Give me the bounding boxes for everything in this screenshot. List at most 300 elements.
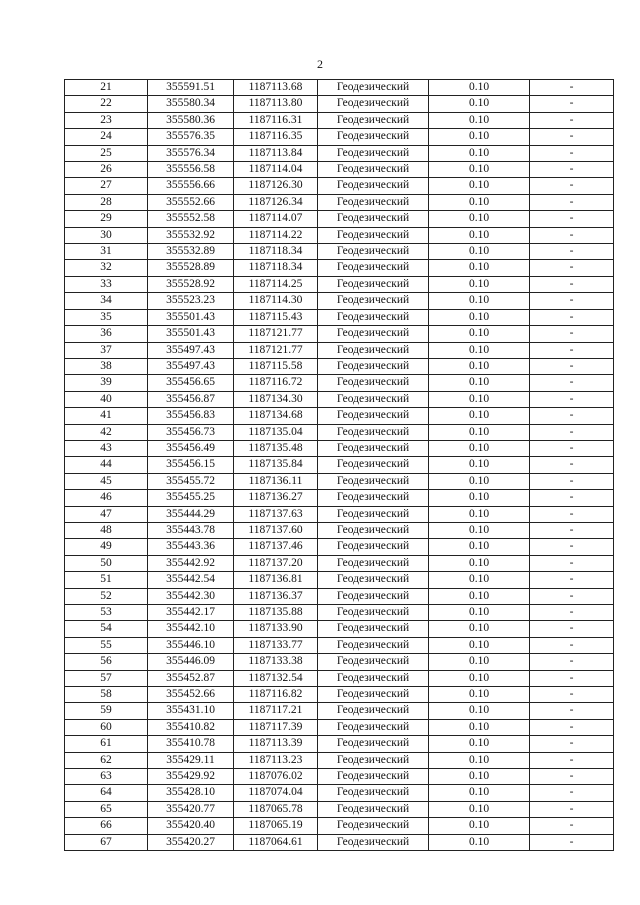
note-cell: - (530, 293, 614, 309)
y-coordinate-cell: 1187135.48 (234, 440, 318, 456)
table-row (65, 752, 614, 768)
coordinates-table (64, 79, 614, 851)
method-cell: Геодезический (318, 293, 429, 309)
note-cell: - (530, 375, 614, 391)
x-coordinate-cell: 355442.30 (148, 588, 234, 604)
x-coordinate-cell: 355532.89 (148, 244, 234, 260)
note-cell: - (530, 654, 614, 670)
y-coordinate-cell: 1187136.37 (234, 588, 318, 604)
point-number-cell: 57 (65, 670, 148, 686)
y-coordinate-cell: 1187114.25 (234, 276, 318, 292)
y-coordinate-cell: 1187137.60 (234, 522, 318, 538)
note-cell: - (530, 687, 614, 703)
point-number-cell: 58 (65, 687, 148, 703)
x-coordinate-cell: 355410.78 (148, 736, 234, 752)
note-cell: - (530, 605, 614, 621)
x-coordinate-cell: 355456.83 (148, 408, 234, 424)
point-number-cell: 39 (65, 375, 148, 391)
accuracy-cell: 0.10 (429, 752, 530, 768)
y-coordinate-cell: 1187115.43 (234, 309, 318, 325)
method-cell: Геодезический (318, 687, 429, 703)
method-cell: Геодезический (318, 703, 429, 719)
point-number-cell: 28 (65, 194, 148, 210)
table-row (65, 621, 614, 637)
method-cell: Геодезический (318, 752, 429, 768)
table-row (65, 244, 614, 260)
point-number-cell: 46 (65, 490, 148, 506)
note-cell: - (530, 769, 614, 785)
point-number-cell: 51 (65, 572, 148, 588)
table-row (65, 162, 614, 178)
method-cell: Геодезический (318, 391, 429, 407)
table-row (65, 408, 614, 424)
note-cell: - (530, 621, 614, 637)
method-cell: Геодезический (318, 80, 429, 96)
x-coordinate-cell: 355446.09 (148, 654, 234, 670)
point-number-cell: 61 (65, 736, 148, 752)
x-coordinate-cell: 355443.78 (148, 522, 234, 538)
x-coordinate-cell: 355576.34 (148, 145, 234, 161)
accuracy-cell: 0.10 (429, 522, 530, 538)
x-coordinate-cell: 355442.10 (148, 621, 234, 637)
x-coordinate-cell: 355556.66 (148, 178, 234, 194)
x-coordinate-cell: 355456.65 (148, 375, 234, 391)
accuracy-cell: 0.10 (429, 490, 530, 506)
method-cell: Геодезический (318, 522, 429, 538)
point-number-cell: 37 (65, 342, 148, 358)
accuracy-cell: 0.10 (429, 194, 530, 210)
method-cell: Геодезический (318, 276, 429, 292)
note-cell: - (530, 342, 614, 358)
table-row (65, 178, 614, 194)
note-cell: - (530, 211, 614, 227)
point-number-cell: 45 (65, 473, 148, 489)
point-number-cell: 62 (65, 752, 148, 768)
y-coordinate-cell: 1187117.39 (234, 719, 318, 735)
table-row (65, 391, 614, 407)
note-cell: - (530, 112, 614, 128)
x-coordinate-cell: 355428.10 (148, 785, 234, 801)
y-coordinate-cell: 1187114.22 (234, 227, 318, 243)
x-coordinate-cell: 355523.23 (148, 293, 234, 309)
accuracy-cell: 0.10 (429, 440, 530, 456)
method-cell: Геодезический (318, 539, 429, 555)
note-cell: - (530, 244, 614, 260)
note-cell: - (530, 391, 614, 407)
method-cell: Геодезический (318, 572, 429, 588)
y-coordinate-cell: 1187134.30 (234, 391, 318, 407)
point-number-cell: 63 (65, 769, 148, 785)
x-coordinate-cell: 355456.15 (148, 457, 234, 473)
table-row (65, 424, 614, 440)
y-coordinate-cell: 1187135.04 (234, 424, 318, 440)
y-coordinate-cell: 1187065.19 (234, 818, 318, 834)
point-number-cell: 24 (65, 129, 148, 145)
y-coordinate-cell: 1187113.68 (234, 80, 318, 96)
accuracy-cell: 0.10 (429, 687, 530, 703)
x-coordinate-cell: 355591.51 (148, 80, 234, 96)
x-coordinate-cell: 355501.43 (148, 326, 234, 342)
note-cell: - (530, 440, 614, 456)
accuracy-cell: 0.10 (429, 719, 530, 735)
y-coordinate-cell: 1187118.34 (234, 260, 318, 276)
note-cell: - (530, 588, 614, 604)
table-row (65, 473, 614, 489)
coordinates-table-body (65, 80, 614, 851)
point-number-cell: 47 (65, 506, 148, 522)
method-cell: Геодезический (318, 621, 429, 637)
point-number-cell: 35 (65, 309, 148, 325)
point-number-cell: 60 (65, 719, 148, 735)
note-cell: - (530, 129, 614, 145)
y-coordinate-cell: 1187065.78 (234, 801, 318, 817)
method-cell: Геодезический (318, 309, 429, 325)
accuracy-cell: 0.10 (429, 276, 530, 292)
x-coordinate-cell: 355456.87 (148, 391, 234, 407)
table-row (65, 342, 614, 358)
x-coordinate-cell: 355431.10 (148, 703, 234, 719)
point-number-cell: 29 (65, 211, 148, 227)
point-number-cell: 50 (65, 555, 148, 571)
x-coordinate-cell: 355452.87 (148, 670, 234, 686)
table-row (65, 769, 614, 785)
method-cell: Геодезический (318, 719, 429, 735)
x-coordinate-cell: 355580.34 (148, 96, 234, 112)
table-row (65, 539, 614, 555)
accuracy-cell: 0.10 (429, 408, 530, 424)
x-coordinate-cell: 355576.35 (148, 129, 234, 145)
point-number-cell: 38 (65, 358, 148, 374)
note-cell: - (530, 522, 614, 538)
note-cell: - (530, 752, 614, 768)
method-cell: Геодезический (318, 637, 429, 653)
y-coordinate-cell: 1187135.88 (234, 605, 318, 621)
y-coordinate-cell: 1187133.77 (234, 637, 318, 653)
method-cell: Геодезический (318, 769, 429, 785)
y-coordinate-cell: 1187116.72 (234, 375, 318, 391)
y-coordinate-cell: 1187115.58 (234, 358, 318, 374)
note-cell: - (530, 309, 614, 325)
y-coordinate-cell: 1187118.34 (234, 244, 318, 260)
y-coordinate-cell: 1187114.04 (234, 162, 318, 178)
table-row (65, 801, 614, 817)
note-cell: - (530, 194, 614, 210)
accuracy-cell: 0.10 (429, 326, 530, 342)
accuracy-cell: 0.10 (429, 834, 530, 850)
point-number-cell: 42 (65, 424, 148, 440)
note-cell: - (530, 736, 614, 752)
point-number-cell: 25 (65, 145, 148, 161)
table-row (65, 670, 614, 686)
x-coordinate-cell: 355497.43 (148, 358, 234, 374)
method-cell: Геодезический (318, 785, 429, 801)
point-number-cell: 67 (65, 834, 148, 850)
note-cell: - (530, 96, 614, 112)
accuracy-cell: 0.10 (429, 588, 530, 604)
point-number-cell: 33 (65, 276, 148, 292)
y-coordinate-cell: 1187117.21 (234, 703, 318, 719)
x-coordinate-cell: 355501.43 (148, 309, 234, 325)
x-coordinate-cell: 355442.17 (148, 605, 234, 621)
method-cell: Геодезический (318, 506, 429, 522)
accuracy-cell: 0.10 (429, 129, 530, 145)
accuracy-cell: 0.10 (429, 375, 530, 391)
note-cell: - (530, 145, 614, 161)
y-coordinate-cell: 1187121.77 (234, 342, 318, 358)
note-cell: - (530, 260, 614, 276)
point-number-cell: 54 (65, 621, 148, 637)
y-coordinate-cell: 1187126.30 (234, 178, 318, 194)
point-number-cell: 48 (65, 522, 148, 538)
method-cell: Геодезический (318, 605, 429, 621)
method-cell: Геодезический (318, 358, 429, 374)
table-row (65, 96, 614, 112)
note-cell: - (530, 801, 614, 817)
y-coordinate-cell: 1187074.04 (234, 785, 318, 801)
x-coordinate-cell: 355442.92 (148, 555, 234, 571)
method-cell: Геодезический (318, 736, 429, 752)
note-cell: - (530, 408, 614, 424)
method-cell: Геодезический (318, 408, 429, 424)
accuracy-cell: 0.10 (429, 227, 530, 243)
table-row (65, 605, 614, 621)
table-row (65, 654, 614, 670)
y-coordinate-cell: 1187121.77 (234, 326, 318, 342)
table-row (65, 506, 614, 522)
y-coordinate-cell: 1187133.90 (234, 621, 318, 637)
note-cell: - (530, 539, 614, 555)
y-coordinate-cell: 1187137.63 (234, 506, 318, 522)
accuracy-cell: 0.10 (429, 654, 530, 670)
table-row (65, 440, 614, 456)
method-cell: Геодезический (318, 145, 429, 161)
accuracy-cell: 0.10 (429, 358, 530, 374)
table-row (65, 227, 614, 243)
method-cell: Геодезический (318, 227, 429, 243)
point-number-cell: 53 (65, 605, 148, 621)
accuracy-cell: 0.10 (429, 703, 530, 719)
y-coordinate-cell: 1187113.39 (234, 736, 318, 752)
accuracy-cell: 0.10 (429, 605, 530, 621)
table-row (65, 588, 614, 604)
point-number-cell: 26 (65, 162, 148, 178)
accuracy-cell: 0.10 (429, 162, 530, 178)
accuracy-cell: 0.10 (429, 769, 530, 785)
table-row (65, 326, 614, 342)
y-coordinate-cell: 1187116.31 (234, 112, 318, 128)
accuracy-cell: 0.10 (429, 424, 530, 440)
method-cell: Геодезический (318, 96, 429, 112)
method-cell: Геодезический (318, 654, 429, 670)
x-coordinate-cell: 355429.92 (148, 769, 234, 785)
x-coordinate-cell: 355456.73 (148, 424, 234, 440)
accuracy-cell: 0.10 (429, 260, 530, 276)
note-cell: - (530, 473, 614, 489)
x-coordinate-cell: 355443.36 (148, 539, 234, 555)
method-cell: Геодезический (318, 834, 429, 850)
x-coordinate-cell: 355528.92 (148, 276, 234, 292)
method-cell: Геодезический (318, 178, 429, 194)
y-coordinate-cell: 1187116.35 (234, 129, 318, 145)
table-row (65, 637, 614, 653)
point-number-cell: 59 (65, 703, 148, 719)
y-coordinate-cell: 1187136.81 (234, 572, 318, 588)
note-cell: - (530, 637, 614, 653)
accuracy-cell: 0.10 (429, 785, 530, 801)
y-coordinate-cell: 1187114.07 (234, 211, 318, 227)
method-cell: Геодезический (318, 473, 429, 489)
point-number-cell: 56 (65, 654, 148, 670)
accuracy-cell: 0.10 (429, 80, 530, 96)
point-number-cell: 41 (65, 408, 148, 424)
note-cell: - (530, 457, 614, 473)
y-coordinate-cell: 1187116.82 (234, 687, 318, 703)
accuracy-cell: 0.10 (429, 457, 530, 473)
y-coordinate-cell: 1187133.38 (234, 654, 318, 670)
x-coordinate-cell: 355452.66 (148, 687, 234, 703)
x-coordinate-cell: 355528.89 (148, 260, 234, 276)
accuracy-cell: 0.10 (429, 244, 530, 260)
method-cell: Геодезический (318, 260, 429, 276)
x-coordinate-cell: 355442.54 (148, 572, 234, 588)
table-row (65, 785, 614, 801)
point-number-cell: 66 (65, 818, 148, 834)
note-cell: - (530, 670, 614, 686)
x-coordinate-cell: 355552.58 (148, 211, 234, 227)
x-coordinate-cell: 355420.27 (148, 834, 234, 850)
x-coordinate-cell: 355456.49 (148, 440, 234, 456)
accuracy-cell: 0.10 (429, 572, 530, 588)
y-coordinate-cell: 1187137.46 (234, 539, 318, 555)
table-row (65, 375, 614, 391)
note-cell: - (530, 785, 614, 801)
x-coordinate-cell: 355446.10 (148, 637, 234, 653)
accuracy-cell: 0.10 (429, 539, 530, 555)
x-coordinate-cell: 355420.77 (148, 801, 234, 817)
accuracy-cell: 0.10 (429, 473, 530, 489)
note-cell: - (530, 424, 614, 440)
method-cell: Геодезический (318, 162, 429, 178)
y-coordinate-cell: 1187136.11 (234, 473, 318, 489)
x-coordinate-cell: 355552.66 (148, 194, 234, 210)
point-number-cell: 36 (65, 326, 148, 342)
point-number-cell: 30 (65, 227, 148, 243)
point-number-cell: 23 (65, 112, 148, 128)
table-row (65, 572, 614, 588)
method-cell: Геодезический (318, 211, 429, 227)
y-coordinate-cell: 1187135.84 (234, 457, 318, 473)
note-cell: - (530, 276, 614, 292)
point-number-cell: 65 (65, 801, 148, 817)
note-cell: - (530, 178, 614, 194)
method-cell: Геодезический (318, 112, 429, 128)
table-row (65, 194, 614, 210)
note-cell: - (530, 719, 614, 735)
method-cell: Геодезический (318, 555, 429, 571)
x-coordinate-cell: 355455.25 (148, 490, 234, 506)
table-row (65, 834, 614, 850)
method-cell: Геодезический (318, 440, 429, 456)
accuracy-cell: 0.10 (429, 637, 530, 653)
x-coordinate-cell: 355455.72 (148, 473, 234, 489)
accuracy-cell: 0.10 (429, 621, 530, 637)
table-row (65, 211, 614, 227)
y-coordinate-cell: 1187113.80 (234, 96, 318, 112)
point-number-cell: 31 (65, 244, 148, 260)
note-cell: - (530, 80, 614, 96)
method-cell: Геодезический (318, 194, 429, 210)
point-number-cell: 21 (65, 80, 148, 96)
point-number-cell: 52 (65, 588, 148, 604)
page-number: 2 (317, 57, 323, 71)
method-cell: Геодезический (318, 342, 429, 358)
note-cell: - (530, 555, 614, 571)
accuracy-cell: 0.10 (429, 309, 530, 325)
y-coordinate-cell: 1187113.23 (234, 752, 318, 768)
table-row (65, 703, 614, 719)
accuracy-cell: 0.10 (429, 145, 530, 161)
table-row (65, 293, 614, 309)
method-cell: Геодезический (318, 670, 429, 686)
table-row (65, 358, 614, 374)
x-coordinate-cell: 355429.11 (148, 752, 234, 768)
accuracy-cell: 0.10 (429, 818, 530, 834)
y-coordinate-cell: 1187134.68 (234, 408, 318, 424)
table-row (65, 490, 614, 506)
note-cell: - (530, 572, 614, 588)
accuracy-cell: 0.10 (429, 178, 530, 194)
y-coordinate-cell: 1187113.84 (234, 145, 318, 161)
x-coordinate-cell: 355532.92 (148, 227, 234, 243)
point-number-cell: 32 (65, 260, 148, 276)
note-cell: - (530, 703, 614, 719)
table-row (65, 818, 614, 834)
note-cell: - (530, 834, 614, 850)
method-cell: Геодезический (318, 129, 429, 145)
accuracy-cell: 0.10 (429, 96, 530, 112)
x-coordinate-cell: 355580.36 (148, 112, 234, 128)
method-cell: Геодезический (318, 326, 429, 342)
x-coordinate-cell: 355556.58 (148, 162, 234, 178)
accuracy-cell: 0.10 (429, 801, 530, 817)
y-coordinate-cell: 1187064.61 (234, 834, 318, 850)
table-row (65, 112, 614, 128)
table-row (65, 522, 614, 538)
accuracy-cell: 0.10 (429, 391, 530, 407)
point-number-cell: 44 (65, 457, 148, 473)
point-number-cell: 43 (65, 440, 148, 456)
y-coordinate-cell: 1187126.34 (234, 194, 318, 210)
method-cell: Геодезический (318, 818, 429, 834)
table-row (65, 129, 614, 145)
table-row (65, 309, 614, 325)
method-cell: Геодезический (318, 490, 429, 506)
note-cell: - (530, 358, 614, 374)
table-row (65, 719, 614, 735)
note-cell: - (530, 490, 614, 506)
note-cell: - (530, 326, 614, 342)
y-coordinate-cell: 1187114.30 (234, 293, 318, 309)
method-cell: Геодезический (318, 801, 429, 817)
table-row (65, 145, 614, 161)
method-cell: Геодезический (318, 244, 429, 260)
y-coordinate-cell: 1187132.54 (234, 670, 318, 686)
method-cell: Геодезический (318, 588, 429, 604)
x-coordinate-cell: 355497.43 (148, 342, 234, 358)
y-coordinate-cell: 1187136.27 (234, 490, 318, 506)
y-coordinate-cell: 1187076.02 (234, 769, 318, 785)
method-cell: Геодезический (318, 457, 429, 473)
